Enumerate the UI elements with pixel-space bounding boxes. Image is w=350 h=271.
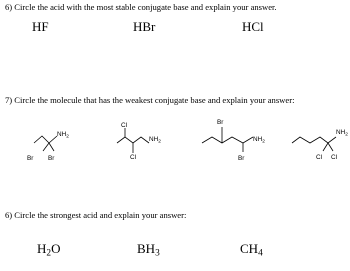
m3-nh2-label: $NH_2$ — [253, 136, 265, 145]
choice-hf: HF — [32, 19, 49, 34]
molecule-3-bonds — [202, 137, 253, 143]
question-6-prompt: 6) Circle the acid with the most stable conjugate base and explain your answer. — [5, 2, 277, 12]
m1-br-label-left: Br — [27, 155, 34, 162]
question-7-prompt: 7) Circle the molecule that has the weakest conjugate base and explain your answer: — [5, 95, 295, 105]
molecule-2-bonds — [117, 137, 149, 143]
molecule-4-bonds — [292, 137, 336, 143]
choice-bh3: $BH_3$ — [137, 241, 160, 259]
choice-hbr: HBr — [133, 19, 156, 34]
m3-br-label-bottom: Br — [238, 155, 245, 162]
m1-br-label-right: Br — [48, 155, 55, 162]
m2-cl-label-bottom: Cl — [130, 154, 137, 161]
m4-cl-label-left: Cl — [316, 154, 323, 161]
m1-nh2-label: $NH_2$ — [57, 131, 69, 140]
m2-cl-label-top: Cl — [121, 122, 128, 129]
m4-cl-label-right: Cl — [331, 154, 338, 161]
m2-nh2-label: $NH_2$ — [149, 136, 161, 145]
choice-hcl: HCl — [242, 19, 264, 34]
choice-h2o: $H_2O$ — [37, 241, 61, 259]
molecule-1-bonds — [34, 136, 57, 143]
m3-br-label-top: Br — [217, 119, 224, 126]
choice-ch4: $CH_4$ — [240, 241, 263, 259]
m4-nh2-label: $NH_2$ — [336, 129, 348, 138]
question-6b-prompt: 6) Circle the strongest acid and explain your answer: — [5, 210, 187, 220]
